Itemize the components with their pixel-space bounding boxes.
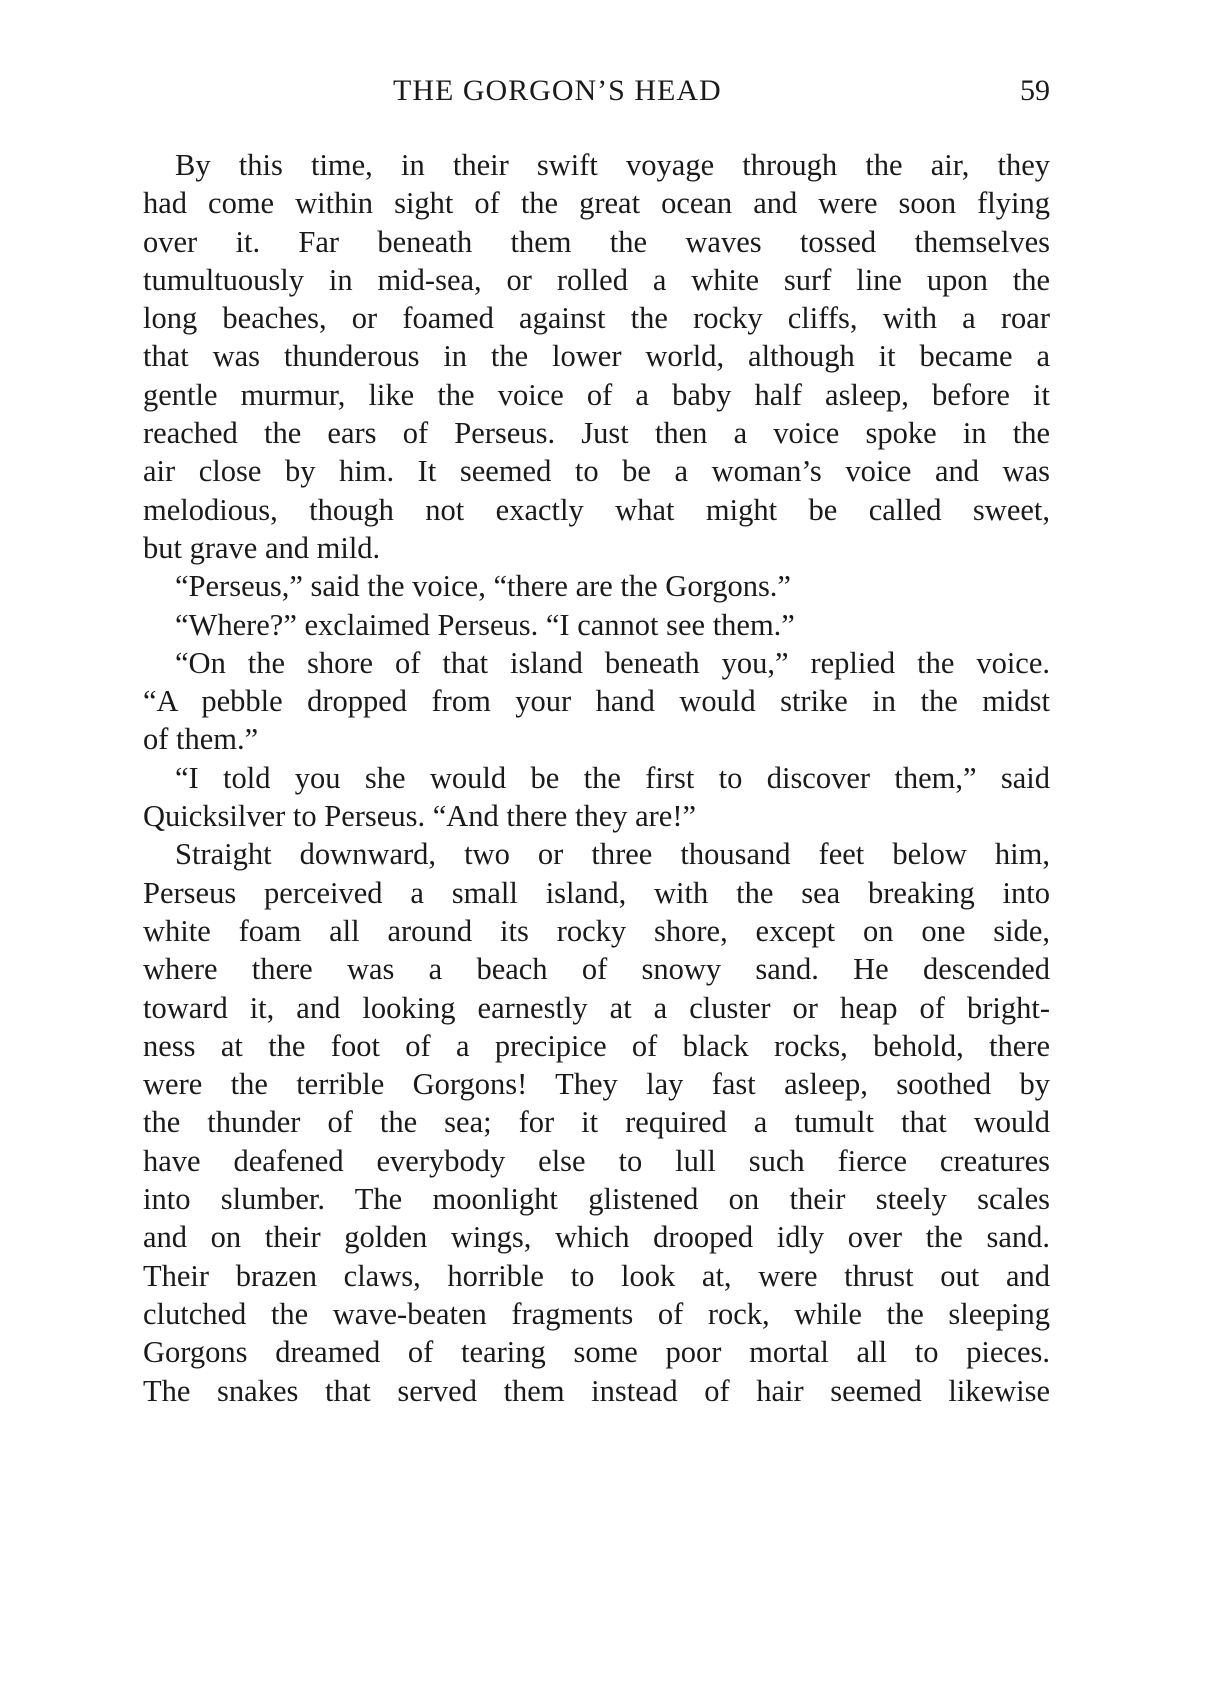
text-line: toward it, and looking earnestly at a cluster or heap of bright- xyxy=(143,990,1050,1025)
text-line: “On the shore of that island beneath you,” replied the voice. xyxy=(175,645,1050,680)
page-body xyxy=(143,146,1050,1410)
text-line: “Where?” exclaimed Perseus. “I cannot see them.” xyxy=(175,607,795,642)
text-line: were the terrible Gorgons! They lay fast asleep, soothed by xyxy=(143,1067,1050,1102)
running-title: THE GORGON’S HEAD xyxy=(393,74,722,107)
text-line: Their brazen claws, horrible to look at, were thrust out and xyxy=(143,1258,1050,1293)
text-line: ness at the foot of a precipice of black rocks, behold, there xyxy=(143,1028,1050,1063)
text-line: have deafened everybody else to lull such fierce creatures xyxy=(143,1143,1050,1178)
text-line: Straight downward, two or three thousand feet below him, xyxy=(175,837,1050,872)
text-line: white foam all around its rocky shore, except on one side, xyxy=(143,913,1050,948)
paragraph xyxy=(143,606,1050,644)
paragraph xyxy=(143,759,1050,836)
paragraph xyxy=(143,644,1050,759)
text-line: tumultuously in mid-sea, or rolled a white surf line upon the xyxy=(143,262,1050,297)
page-header xyxy=(143,74,1050,114)
text-line: clutched the wave-beaten fragments of rock, while the sleeping xyxy=(143,1296,1050,1331)
paragraph xyxy=(143,835,1050,1409)
text-line: “I told you she would be the first to discover them,” said xyxy=(175,760,1050,795)
text-line: gentle murmur, like the voice of a baby half asleep, before it xyxy=(143,377,1050,412)
text-line: into slumber. The moonlight glistened on their steely scales xyxy=(143,1182,1050,1217)
text-line: melodious, though not exactly what might be called sweet, xyxy=(143,492,1050,527)
paragraph xyxy=(143,567,1050,605)
text-line: Perseus perceived a small island, with the sea breaking into xyxy=(143,875,1050,910)
text-line: long beaches, or foamed against the rocky cliffs, with a roar xyxy=(143,301,1050,336)
text-line: Gorgons dreamed of tearing some poor mortal all to pieces. xyxy=(143,1335,1050,1370)
text-line: Quicksilver to Perseus. “And there they are!” xyxy=(143,799,697,834)
paragraph xyxy=(143,146,1050,567)
text-line: “Perseus,” said the voice, “there are the Gorgons.” xyxy=(175,569,791,604)
text-line: of them.” xyxy=(143,722,259,757)
text-line: reached the ears of Perseus. Just then a voice spoke in the xyxy=(143,416,1050,451)
text-line: had come within sight of the great ocean and were soon flying xyxy=(143,186,1050,221)
text-line: the thunder of the sea; for it required a tumult that would xyxy=(143,1105,1050,1140)
text-line: air close by him. It seemed to be a woman’s voice and was xyxy=(143,454,1050,489)
text-line: and on their golden wings, which drooped idly over the sand. xyxy=(143,1220,1050,1255)
text-line: that was thunderous in the lower world, although it became a xyxy=(143,339,1050,374)
text-line: where there was a beach of snowy sand. He descended xyxy=(143,952,1050,987)
text-line: “A pebble dropped from your hand would strike in the midst xyxy=(143,684,1050,719)
text-line: The snakes that served them instead of hair seemed likewise xyxy=(143,1373,1050,1408)
text-line: but grave and mild. xyxy=(143,530,381,565)
page-number: 59 xyxy=(1020,74,1050,107)
text-line: over it. Far beneath them the waves tossed themselves xyxy=(143,224,1050,259)
text-line: By this time, in their swift voyage through the air, they xyxy=(175,148,1050,182)
